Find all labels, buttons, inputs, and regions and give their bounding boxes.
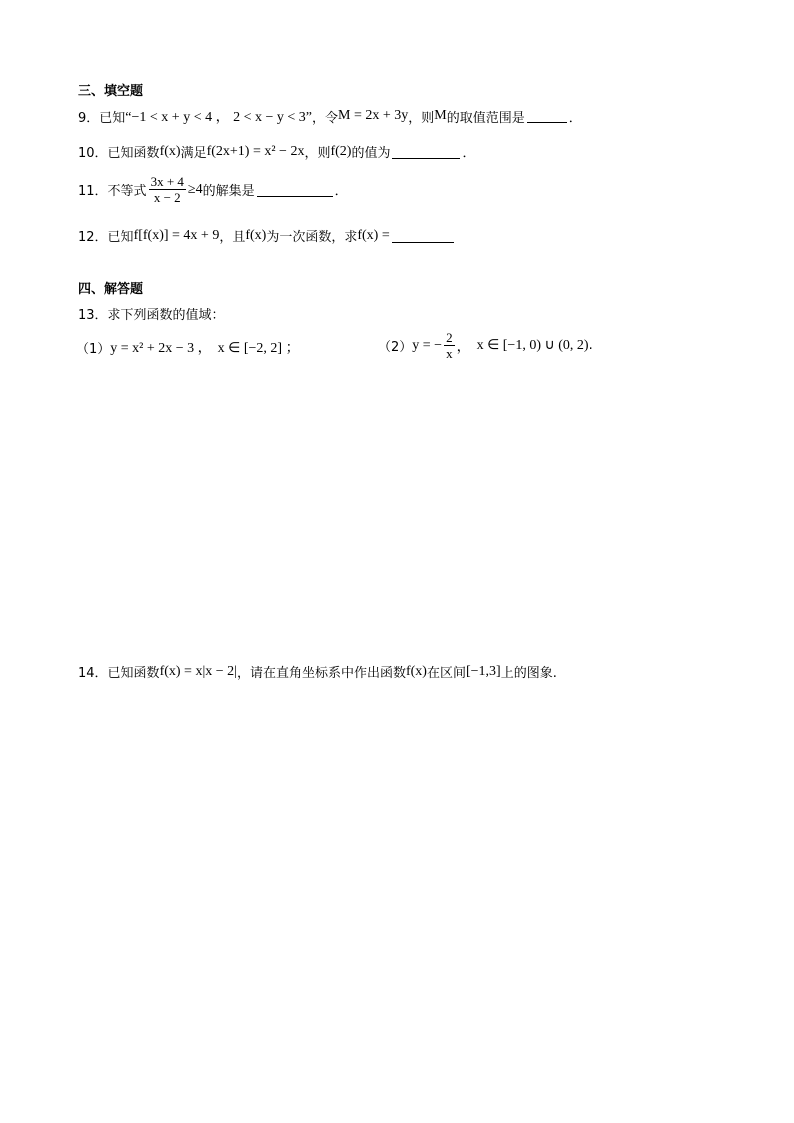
math-variable: M: [434, 108, 447, 123]
question-text: 的解集是: [202, 184, 255, 199]
math-expression: “−1 < x + y < 4 ， 2 < x − y < 3”: [125, 110, 312, 125]
question-text: 在区间: [426, 666, 466, 681]
math-domain: x ∈ [−2, 2] ；: [217, 341, 300, 356]
math-expression: f(x) = x|x − 2|: [159, 663, 237, 679]
question-text: ，请在直角坐标系中作出函数: [236, 666, 406, 681]
answer-blank[interactable]: [257, 183, 333, 197]
section-heading-answers: 四、解答题: [78, 282, 144, 297]
question-text: 已知函数: [107, 146, 160, 161]
fraction: [149, 174, 186, 205]
question-text: ，令: [312, 110, 339, 126]
question-13-part-2: [378, 330, 593, 361]
math-expression: ≥4: [187, 181, 203, 197]
question-number: 12．: [78, 230, 108, 245]
question-number: 11．: [78, 184, 108, 199]
question-number: 9．: [78, 110, 100, 126]
math-expression: f(2): [330, 143, 352, 159]
math-interval: [−1,3]: [465, 663, 501, 679]
fraction-numerator: 2: [446, 330, 453, 345]
question-text: ，则: [304, 146, 331, 161]
math-expression: y = −: [412, 337, 443, 353]
question-13-part-1: [76, 337, 300, 357]
question-text: 已知函数: [107, 666, 160, 681]
question-text: 的值为: [351, 146, 391, 161]
question-text: 满足: [180, 146, 207, 161]
separator: ，: [456, 339, 471, 355]
fraction-numerator: 3x + 4: [150, 174, 184, 189]
part-label: （1）: [76, 341, 111, 357]
fraction-denominator: x: [446, 346, 453, 361]
question-text: 已知: [107, 230, 134, 245]
math-expression: f[f(x)] = 4x + 9: [133, 227, 220, 243]
math-expression: f(x): [405, 663, 427, 679]
question-text: 已知: [99, 110, 126, 126]
question-number: 13．: [78, 308, 108, 323]
math-expression: f(x): [159, 143, 181, 159]
part-label: （2）: [378, 340, 413, 355]
fraction: [444, 330, 455, 361]
math-expression: M = 2x + 3y: [338, 108, 409, 123]
question-text: ，且: [219, 230, 246, 245]
fraction-denominator: x − 2: [153, 190, 181, 205]
math-expression: f(x) =: [357, 227, 390, 243]
answer-blank[interactable]: [527, 109, 567, 123]
question-12: [78, 226, 456, 245]
question-end: ．: [462, 146, 476, 161]
question-text: ，则: [408, 110, 435, 126]
question-text: 为一次函数，求: [266, 230, 358, 245]
question-end: ．: [334, 184, 348, 199]
section-heading-fill-in: 三、填空题: [78, 84, 144, 99]
question-9: [78, 106, 582, 126]
question-text: 不等式: [107, 184, 147, 199]
question-10: [78, 142, 476, 161]
question-end: .: [588, 338, 593, 353]
question-number: 10．: [78, 146, 108, 161]
answer-blank[interactable]: [392, 145, 460, 159]
question-11: [78, 174, 348, 205]
math-expression: f(2x+1) = x² − 2x: [206, 143, 305, 159]
math-expression: y = x² + 2x − 3 ，: [110, 341, 212, 356]
math-expression: f(x): [245, 227, 267, 243]
answer-blank[interactable]: [392, 229, 454, 243]
question-text: 上的图象.: [500, 666, 557, 681]
question-text: 求下列函数的值域：: [107, 308, 225, 323]
question-number: 14．: [78, 666, 108, 681]
question-end: ．: [568, 110, 582, 126]
question-14: [78, 662, 557, 681]
question-13: [78, 304, 225, 323]
math-domain: x ∈ [−1, 0) ∪ (0, 2): [476, 338, 589, 353]
question-text: 的取值范围是: [446, 110, 525, 126]
